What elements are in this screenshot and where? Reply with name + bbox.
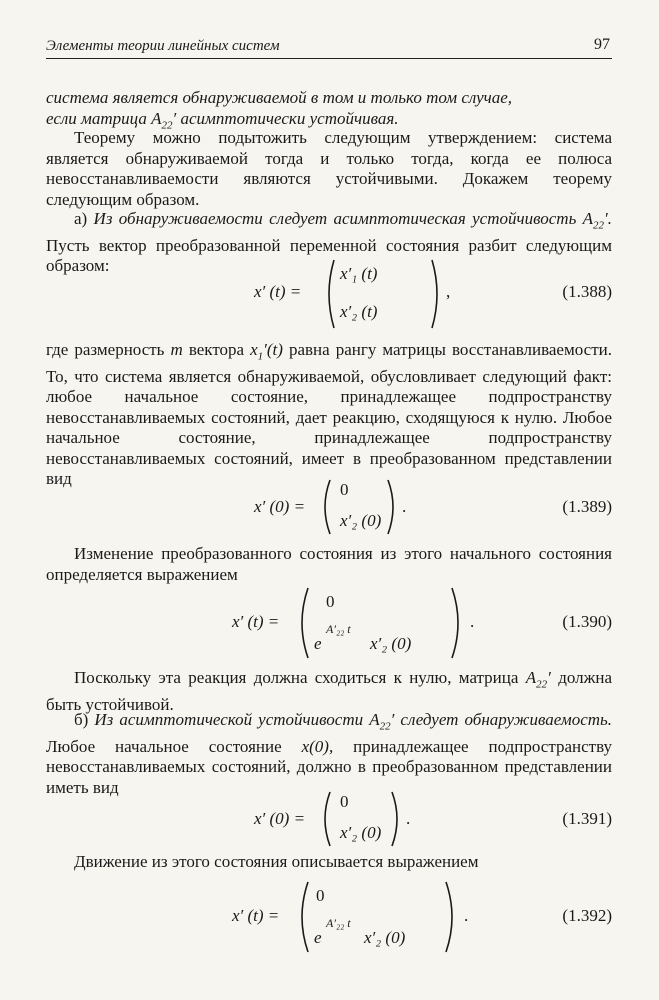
- right-paren: [450, 586, 464, 660]
- eq389-row2: x′₂ (0): [340, 511, 382, 530]
- eq388-comma: ,: [446, 282, 451, 301]
- p3-italic: Из обнаруживаемости следует асимптотическая устойчивость: [93, 209, 577, 228]
- p7-text-b: принадлежащее подпространству невосстанавливаемых состояний, должно в преобразованном представлении иметь вид: [46, 736, 613, 797]
- running-header: [46, 34, 612, 59]
- eq392-exponent: A′₂₂ t: [326, 916, 351, 930]
- paragraph-1: система является обнаруживаемой в том и только том случае, если матрица $A_{22}'$ асимптотически устойчивая.: [46, 88, 513, 131]
- paragraph-2: Теорему можно подытожить следующим утверждением: система является обнаруживаемой тогда и только тогда, когда ее полюса невосстанавливаемости являются устойчивыми. Докажем теорему следующим образом.: [46, 128, 612, 209]
- p7-italic-b: следует обнаруживаемость.: [400, 710, 613, 729]
- p1-text-c: асимптотически устойчивая.: [180, 108, 399, 128]
- eq392-row1: 0: [316, 886, 325, 905]
- eq389-number: (1.389): [562, 497, 612, 516]
- p7-x0: x(0),: [301, 736, 334, 756]
- eq391-row1: 0: [340, 792, 349, 811]
- eq390-exponent: A′₂₂ t: [326, 622, 351, 636]
- eq390-number: (1.390): [562, 612, 612, 631]
- equation-1-392: x′ (t) = 0 e A′₂₂ t x′₂ (0) . (1.392): [46, 880, 612, 954]
- left-paren: [324, 258, 336, 330]
- paragraph-4: где размерность m вектора $x_1'(t)$ равна рангу матрицы восстанавливаемости. То, что система является обнаруживаемой, обусловливает следующий факт: любое начальное состояние, принадлежащее подпространству невосстанавливаемых состояний, дает реакцию, сходящуюся к нулю. Любое начальное состояние, принадлежащее подпространству невосстанавливаемых состояний, имеет в преобразованном представлении вид: [46, 340, 612, 489]
- p7-italic-a: Из асимптотической устойчивости: [94, 710, 364, 729]
- p6-text-a: Поскольку эта реакция должна сходиться к нулю, матрица: [74, 668, 519, 687]
- right-paren: [390, 790, 402, 848]
- equation-1-389: [46, 478, 612, 536]
- paragraph-6: Поскольку эта реакция должна сходиться к нулю, матрица $A_{22}'$ должна быть устойчивой.: [46, 668, 613, 714]
- p1-text-b: если матрица: [46, 108, 147, 128]
- eq389-period: .: [402, 497, 407, 516]
- p4-text-b: вектора: [188, 340, 245, 359]
- page-number: 97: [594, 36, 610, 53]
- eq389-row1: 0: [340, 480, 349, 499]
- eq390-lhs: x′ (t) =: [232, 612, 280, 631]
- eq391-period: .: [406, 809, 411, 828]
- eq388-row1: x′₁ (t): [340, 264, 378, 283]
- equation-1-390: x′ (t) = 0 e A′₂₂ t x′₂ (0) . (1.390): [46, 586, 612, 660]
- left-paren: [320, 478, 332, 536]
- eq389-lhs: x′ (0) =: [254, 497, 306, 516]
- eq391-lhs: x′ (0) =: [254, 809, 306, 828]
- eq390-row2: x′₂ (0): [370, 634, 412, 653]
- p7-text-a: Любое начальное состояние: [46, 736, 282, 756]
- paragraph-5: Изменение преобразованного состояния из этого начального состояния определяется выражением: [46, 544, 612, 584]
- eq392-period: .: [464, 906, 469, 925]
- paragraph-8: Движение из этого состояния описывается выражением: [74, 852, 479, 871]
- eq388-lhs: x′ (t) =: [254, 282, 302, 301]
- left-paren: [296, 586, 310, 660]
- eq388-number: (1.388): [562, 282, 612, 301]
- left-paren: [296, 880, 310, 954]
- eq391-row2: x′₂ (0): [340, 823, 382, 842]
- right-paren: [386, 478, 398, 536]
- p4-m: m: [170, 340, 183, 359]
- p1-text-a: система является обнаруживаемой в том и только том случае,: [46, 88, 513, 107]
- right-paren: [444, 880, 458, 954]
- eq390-row1: 0: [326, 592, 335, 611]
- eq390-period: .: [470, 612, 475, 631]
- equation-1-388: [46, 258, 612, 330]
- p3-label: а): [74, 209, 88, 228]
- eq388-row2: x′₂ (t): [340, 302, 378, 321]
- header-title: Элементы теории линейных систем: [46, 38, 280, 54]
- equation-1-391: [46, 790, 612, 848]
- eq392-lhs: x′ (t) =: [232, 906, 280, 925]
- eq392-number: (1.392): [562, 906, 612, 925]
- left-paren: [320, 790, 332, 848]
- paragraph-3: а) Из обнаруживаемости следует асимптотическая устойчивость $A_{22}'$. Пусть вектор преобразованной переменной состояния разбит следующим образом:: [46, 209, 613, 276]
- eq391-number: (1.391): [562, 809, 612, 828]
- paragraph-7: б) Из асимптотической устойчивости $A_{22}'$ следует обнаруживаемость. Любое начальное состояние x(0), принадлежащее подпространству невосстанавливаемых состояний, должно в преобразованном представлении иметь вид: [46, 710, 613, 797]
- eq392-row2: x′₂ (0): [364, 928, 406, 947]
- p6-text-b: должна быть устойчивой.: [46, 668, 613, 714]
- p4-text-c: равна рангу матрицы восстанавливаемости. То, что система является обнаруживаемой, обусловливает следующий факт: любое начальное состояние, принадлежащее подпространству невосстанавливаемых состояний, дает реакцию, сходящуюся к нулю. Любое начальное состояние, принадлежащее подпространству невосстанавливаемых состояний, имеет в преобразованном представлении вид: [46, 340, 612, 489]
- p7-label: б): [74, 710, 89, 729]
- right-paren: [430, 258, 442, 330]
- p4-text-a: где размерность: [46, 340, 165, 359]
- p3-rest: Пусть вектор преобразованной переменной состояния разбит следующим образом:: [46, 235, 612, 276]
